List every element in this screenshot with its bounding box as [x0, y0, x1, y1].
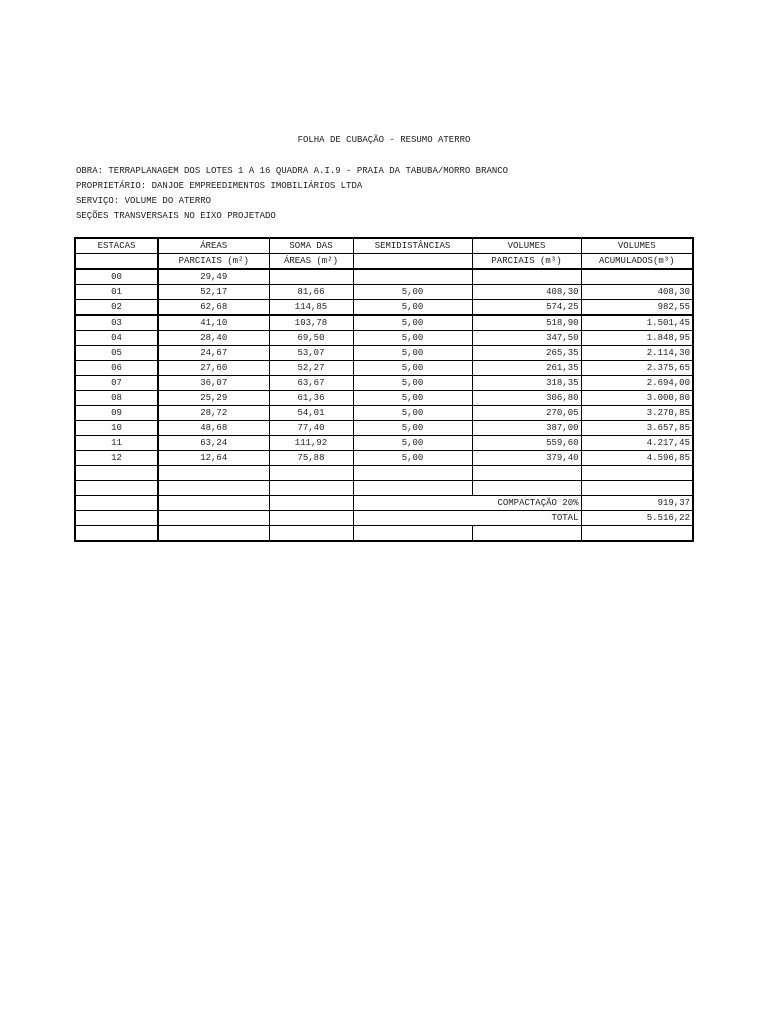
compactacao-row-value: 919,37 — [581, 496, 693, 511]
header-row-2 — [75, 254, 693, 270]
cell-volp: 408,30 — [472, 285, 581, 300]
table-row — [75, 361, 693, 376]
cell-vola: 2.694,00 — [581, 376, 693, 391]
table-row — [75, 421, 693, 436]
header-areas: ÁREAS — [158, 238, 269, 254]
blank-row — [75, 466, 693, 481]
cell-soma: 69,50 — [269, 331, 353, 346]
table-row — [75, 436, 693, 451]
servico-line: SERVIÇO: VOLUME DO ATERRO — [76, 196, 212, 206]
header-volumes-acumulados: VOLUMES — [581, 238, 693, 254]
cell-soma: 63,67 — [269, 376, 353, 391]
cell-estaca: 03 — [75, 315, 158, 331]
cell-semi: 5,00 — [353, 346, 472, 361]
header-volumes-parciais: VOLUMES — [472, 238, 581, 254]
cell-soma: 77,40 — [269, 421, 353, 436]
table-row — [75, 376, 693, 391]
cell-estaca: 06 — [75, 361, 158, 376]
cell-vola: 3.657,85 — [581, 421, 693, 436]
table-row — [75, 269, 693, 285]
table-row — [75, 300, 693, 316]
table-row — [75, 391, 693, 406]
cell-soma: 103,78 — [269, 315, 353, 331]
cell-soma: 52,27 — [269, 361, 353, 376]
cell-vola: 4.217,45 — [581, 436, 693, 451]
header-volumes-acumulados-unit: ACUMULADOS(m³) — [581, 254, 693, 270]
page-title: FOLHA DE CUBAÇÃO - RESUMO ATERRO — [297, 135, 471, 145]
secoes-line: SEÇÕES TRANSVERSAIS NO EIXO PROJETADO — [76, 211, 276, 221]
cell-semi: 5,00 — [353, 451, 472, 466]
cell-semi: 5,00 — [353, 391, 472, 406]
cell-area: 52,17 — [158, 285, 269, 300]
cell-volp: 518,90 — [472, 315, 581, 331]
cell-volp — [472, 269, 581, 285]
cell-estaca: 11 — [75, 436, 158, 451]
compactacao-row-label: COMPACTAÇÃO 20% — [353, 496, 581, 511]
cell-semi: 5,00 — [353, 300, 472, 316]
cell-vola: 982,55 — [581, 300, 693, 316]
header-soma-unit: ÁREAS (m²) — [269, 254, 353, 270]
table-row — [75, 315, 693, 331]
cell-area: 28,72 — [158, 406, 269, 421]
header-estacas: ESTACAS — [75, 238, 158, 254]
cell-volp: 559,60 — [472, 436, 581, 451]
cell-volp: 318,35 — [472, 376, 581, 391]
cell-area: 48,68 — [158, 421, 269, 436]
total-row-value: 5.516,22 — [581, 511, 693, 526]
cell-soma: 53,07 — [269, 346, 353, 361]
cell-semi: 5,00 — [353, 406, 472, 421]
cell-semi — [353, 269, 472, 285]
cell-estaca: 04 — [75, 331, 158, 346]
cell-vola: 3.000,80 — [581, 391, 693, 406]
cubacao-table — [74, 237, 694, 542]
cell-area: 29,49 — [158, 269, 269, 285]
cell-vola: 1.501,45 — [581, 315, 693, 331]
cell-area: 27,60 — [158, 361, 269, 376]
cell-semi: 5,00 — [353, 421, 472, 436]
cell-vola: 4.596,85 — [581, 451, 693, 466]
header-semidistancias: SEMIDISTÂNCIAS — [353, 238, 472, 254]
cell-volp: 379,40 — [472, 451, 581, 466]
cell-estaca: 07 — [75, 376, 158, 391]
cell-semi: 5,00 — [353, 361, 472, 376]
cell-estaca: 09 — [75, 406, 158, 421]
cell-soma: 75,88 — [269, 451, 353, 466]
cell-area: 24,67 — [158, 346, 269, 361]
cell-estaca: 12 — [75, 451, 158, 466]
cell-soma: 111,92 — [269, 436, 353, 451]
cell-estaca: 00 — [75, 269, 158, 285]
cell-volp: 270,05 — [472, 406, 581, 421]
header-volumes-parciais-unit: PARCIAIS (m³) — [472, 254, 581, 270]
cell-semi: 5,00 — [353, 285, 472, 300]
cell-vola — [581, 269, 693, 285]
cell-volp: 261,35 — [472, 361, 581, 376]
cell-vola: 3.270,85 — [581, 406, 693, 421]
cell-area: 12,64 — [158, 451, 269, 466]
header-areas-unit: PARCIAIS (m²) — [158, 254, 269, 270]
table-row — [75, 406, 693, 421]
cell-vola: 408,30 — [581, 285, 693, 300]
cell-volp: 574,25 — [472, 300, 581, 316]
cell-area: 62,68 — [158, 300, 269, 316]
cell-vola: 1.848,95 — [581, 331, 693, 346]
cell-volp: 265,35 — [472, 346, 581, 361]
cell-semi: 5,00 — [353, 436, 472, 451]
cell-vola: 2.375,65 — [581, 361, 693, 376]
total-row-label: TOTAL — [353, 511, 581, 526]
cell-vola: 2.114,30 — [581, 346, 693, 361]
table-row — [75, 285, 693, 300]
cell-estaca: 02 — [75, 300, 158, 316]
cell-volp: 387,00 — [472, 421, 581, 436]
obra-line: OBRA: TERRAPLANAGEM DOS LOTES 1 A 16 QUADRA A.I.9 - PRAIA DA TABUBA/MORRO BRANCO — [76, 166, 509, 176]
cell-soma — [269, 269, 353, 285]
cell-area: 41,10 — [158, 315, 269, 331]
cell-soma: 114,85 — [269, 300, 353, 316]
compactacao-row — [75, 496, 693, 511]
header-soma: SOMA DAS — [269, 238, 353, 254]
blank-row — [75, 481, 693, 496]
header-row-1 — [75, 238, 693, 254]
table-row — [75, 451, 693, 466]
cell-estaca: 05 — [75, 346, 158, 361]
cell-area: 36,07 — [158, 376, 269, 391]
total-row — [75, 511, 693, 526]
cell-soma: 54,01 — [269, 406, 353, 421]
table-row — [75, 346, 693, 361]
proprietario-line: PROPRIETÁRIO: DANJOE EMPREEDIMENTOS IMOBILIÁRIOS LTDA — [76, 181, 363, 191]
cell-estaca: 10 — [75, 421, 158, 436]
cell-area: 63,24 — [158, 436, 269, 451]
table-row — [75, 331, 693, 346]
cell-area: 28,40 — [158, 331, 269, 346]
cell-semi: 5,00 — [353, 376, 472, 391]
blank-row — [75, 526, 693, 542]
cell-estaca: 08 — [75, 391, 158, 406]
project-info — [76, 164, 508, 224]
cell-semi: 5,00 — [353, 315, 472, 331]
cell-estaca: 01 — [75, 285, 158, 300]
cell-volp: 347,50 — [472, 331, 581, 346]
cell-area: 25,29 — [158, 391, 269, 406]
cell-soma: 61,36 — [269, 391, 353, 406]
cell-volp: 306,80 — [472, 391, 581, 406]
cell-semi: 5,00 — [353, 331, 472, 346]
cell-soma: 81,66 — [269, 285, 353, 300]
